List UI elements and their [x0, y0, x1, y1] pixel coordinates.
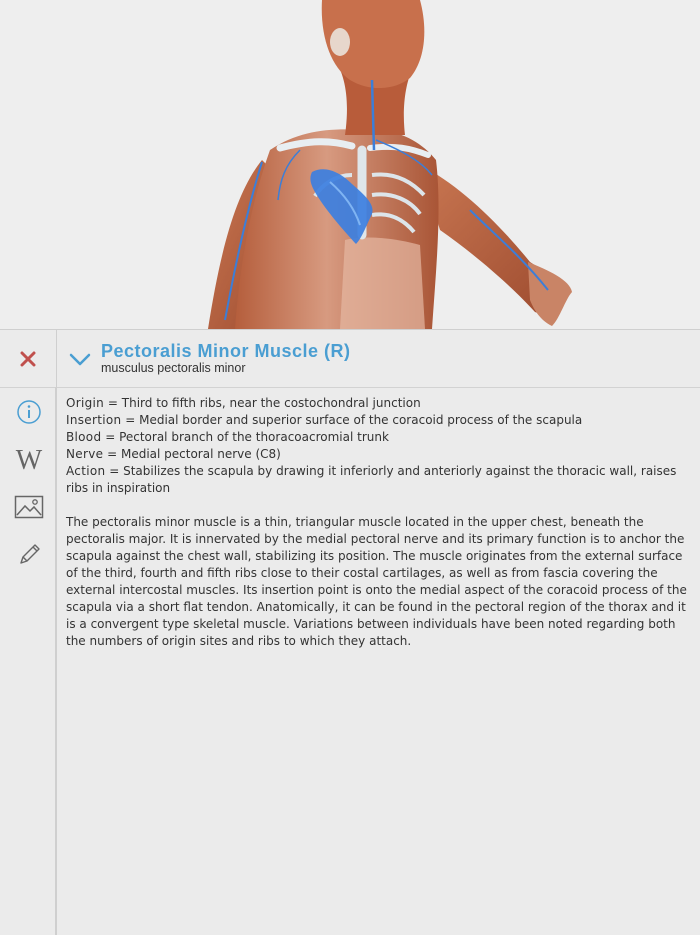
fact-blood — [66, 429, 692, 446]
fact-action — [66, 463, 692, 497]
fact-value: Third to fifth ribs, near the costochondral junction — [121, 396, 421, 410]
fact-separator: = — [103, 447, 121, 461]
fact-insertion — [66, 412, 692, 429]
fact-separator: = — [121, 413, 140, 427]
anatomy-3d-viewport[interactable] — [0, 0, 700, 329]
structure-title: Pectoralis Minor Muscle (R) — [101, 341, 351, 361]
chevron-down-icon — [66, 347, 94, 371]
structure-description: The pectoralis minor muscle is a thin, triangular muscle located in the upper chest, beneath the pectoralis major. It is innervated by the medial pectoral nerve and its primary function is to anchor the scapula against the chest wall, stabilizing its position. The muscle originates from the external surface of the third, fourth and fifth ribs close to their costal cartilages, as well as from fascia covering the external intercostal muscles. Its insertion point is onto the medial aspect of the coracoid process of the scapula via a short flat tendon. Anatomically, it can be found in the pectoral region of the thorax and it is a convergent type skeletal muscle. Variations between individuals have been noted regarding both the numbers of origin sites and ribs to which they attach. — [66, 515, 687, 648]
close-button[interactable] — [0, 330, 57, 387]
fact-nerve — [66, 446, 692, 463]
fact-origin — [66, 395, 692, 412]
info-panel — [0, 329, 700, 935]
info-icon — [16, 399, 42, 425]
fact-separator: = — [105, 464, 124, 478]
fact-separator: = — [104, 396, 122, 410]
fact-label: Action — [66, 464, 106, 478]
fact-label: Insertion — [66, 413, 122, 427]
close-icon — [20, 351, 36, 367]
pencil-icon — [16, 542, 42, 568]
fact-label: Blood — [66, 430, 102, 444]
fact-value: Pectoral branch of the thoracoacromial trunk — [119, 430, 389, 444]
wikipedia-tab-button[interactable] — [0, 437, 57, 483]
info-content — [66, 395, 692, 662]
panel-header — [0, 330, 700, 388]
fact-label: Nerve — [66, 447, 104, 461]
fact-separator: = — [101, 430, 120, 444]
collapse-panel-button[interactable] — [66, 347, 94, 371]
info-tab-button[interactable] — [0, 389, 57, 435]
images-tab-button[interactable] — [0, 484, 57, 530]
fact-value: Medial border and superior surface of the coracoid process of the scapula — [139, 413, 583, 427]
fact-value: Stabilizes the scapula by drawing it inferiorly and anteriorly against the thoracic wall, raises ribs in inspiration — [66, 464, 677, 495]
structure-latin-name: musculus pectoralis minor — [101, 361, 246, 375]
facts-list — [66, 395, 692, 497]
image-icon — [14, 495, 44, 519]
svg-text:W: W — [15, 447, 42, 473]
anatomy-model-illustration — [0, 0, 700, 329]
panel-sidebar — [0, 387, 57, 935]
fact-value: Medial pectoral nerve (C8) — [120, 447, 281, 461]
notes-tab-button[interactable] — [0, 532, 57, 578]
wikipedia-icon — [12, 447, 46, 473]
fact-label: Origin — [66, 396, 105, 410]
